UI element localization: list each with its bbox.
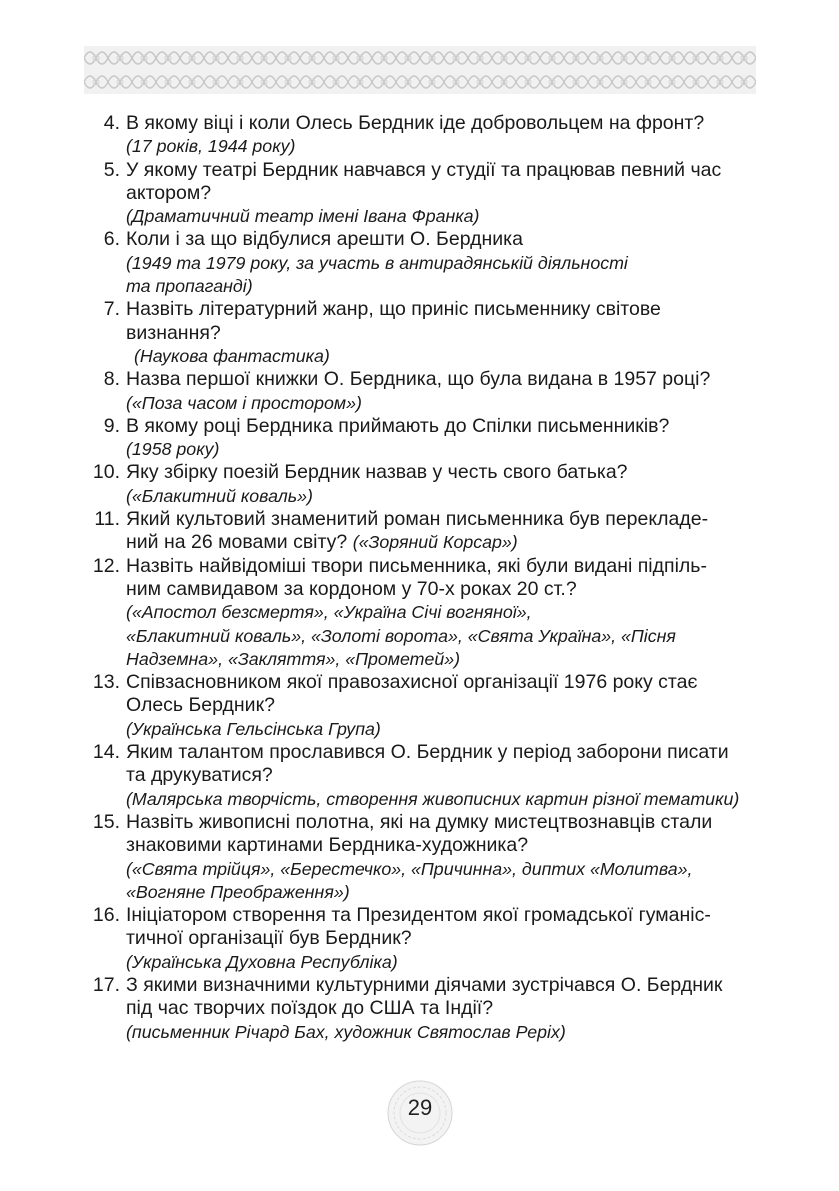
list-item: [84, 555, 764, 671]
answer-line: Надземна», «Закляття», «Прометей»): [126, 648, 461, 669]
answer-line: «Вогняне Преображення»): [126, 881, 350, 902]
list-item: [84, 904, 764, 974]
question-line: Назвіть живописні полотна, які на думку мистецтвознавців стали: [126, 810, 713, 833]
answer-line: («Поза часом і простором»): [126, 392, 362, 413]
list-item: [84, 228, 764, 298]
question-line: Олесь Бердник?: [126, 694, 275, 717]
item-number: 16.: [92, 904, 120, 927]
question-line: під час творчих поїздок до США та Індії?: [126, 997, 494, 1020]
list-item: [84, 368, 764, 415]
item-number: 17.: [92, 973, 120, 996]
item-number: 11.: [94, 508, 120, 531]
item-number: 12.: [92, 554, 120, 577]
question-line: визнання?: [126, 321, 221, 344]
item-number: 14.: [92, 741, 120, 764]
list-item: [84, 974, 764, 1044]
list-item: [84, 415, 764, 462]
question-line: З якими визначними культурними діячами зустрічався О. Бердник: [126, 973, 723, 996]
page-number-badge: [380, 1078, 460, 1148]
answer-line: (1949 та 1979 року, за участь в антирадянській діяльності: [126, 252, 628, 273]
list-item: [84, 112, 764, 159]
decorative-header-ornament: [84, 46, 756, 94]
item-number: 13.: [92, 671, 120, 694]
item-number: 10.: [92, 461, 120, 484]
question-line: ним самвидавом за кордоном у 70-х роках 20 ст.?: [126, 577, 577, 600]
question-line: актором?: [126, 181, 212, 204]
question-line: Назва першої книжки О. Бердника, що була видана в 1957 році?: [126, 368, 711, 391]
page-number: 29: [407, 1095, 433, 1120]
answer-line: (17 років, 1944 року): [126, 136, 296, 157]
question-line: Співзасновником якої правозахисної організації 1976 року стає: [126, 671, 698, 694]
question-line: Ініціатором створення та Президентом якої громадської гуманіс-: [126, 904, 711, 927]
answer-line: (Малярська творчість, створення живописних картин різної тематики): [126, 788, 740, 809]
item-number: 8.: [103, 368, 120, 391]
question-line: знаковими картинами Бердника-художника?: [126, 834, 529, 857]
answer-line: (Українська Гельсінська Група): [126, 718, 381, 739]
list-item: [84, 508, 764, 555]
item-number: 4.: [103, 112, 120, 134]
list-item: [84, 741, 764, 811]
answer-line: «Блакитний коваль», «Золоті ворота», «Свята Україна», «Пісня: [126, 625, 676, 646]
list-item: [84, 461, 764, 508]
item-number: 6.: [103, 228, 120, 251]
question-line: Коли і за що відбулися арешти О. Бердника: [126, 228, 523, 251]
questions-list: [84, 112, 764, 1044]
question-line: Назвіть найвідоміші твори письменника, які були видані підпіль-: [126, 554, 707, 577]
question-line: тичної організації був Бердник?: [126, 927, 412, 950]
question-line: В якому віці і коли Олесь Бердник іде добровольцем на фронт?: [126, 112, 705, 134]
list-item: [84, 298, 764, 368]
answer-line: («Апостол безсмертя», «Україна Січі вогняної»,: [126, 602, 532, 623]
answer-line: (письменник Річард Бах, художник Святослав Реріх): [126, 1021, 566, 1042]
question-line: та друкуватися?: [126, 764, 273, 787]
question-line-with-answer: [126, 531, 764, 554]
question-line: Яку збірку поезій Бердник назвав у честь свого батька?: [126, 461, 628, 484]
item-number: 5.: [103, 158, 120, 181]
answer-line: (1958 року): [126, 439, 220, 460]
answer-line: (Драматичний театр імені Івана Франка): [126, 206, 480, 227]
answer-line: та пропаганді): [126, 276, 253, 297]
answer-line: («Блакитний коваль»): [126, 485, 313, 506]
item-number: 7.: [103, 298, 120, 321]
item-number: 9.: [103, 414, 120, 437]
inline-answer: («Зоряний Корсар»): [352, 532, 518, 553]
question-line: Яким талантом прославився О. Бердник у період заборони писати: [126, 741, 729, 764]
question-line: У якому театрі Бердник навчався у студії та працював певний час: [126, 158, 722, 181]
question-line: Назвіть літературний жанр, що приніс письменнику світове: [126, 298, 661, 321]
list-item: [84, 811, 764, 904]
list-item: [84, 671, 764, 741]
question-line: Який культовий знаменитий роман письменника був перекладе-: [126, 508, 709, 531]
question-line: В якому році Бердника приймають до Спілки письменників?: [126, 414, 670, 437]
question-text: ний на 26 мовами світу?: [126, 531, 348, 554]
item-number: 15.: [92, 810, 120, 833]
list-item: [84, 159, 764, 229]
answer-line: (Наукова фантастика): [134, 345, 330, 366]
answer-line: (Українська Духовна Республіка): [126, 951, 398, 972]
answer-line: («Свята трійця», «Берестечко», «Причинна», диптих «Молитва»,: [126, 858, 693, 879]
